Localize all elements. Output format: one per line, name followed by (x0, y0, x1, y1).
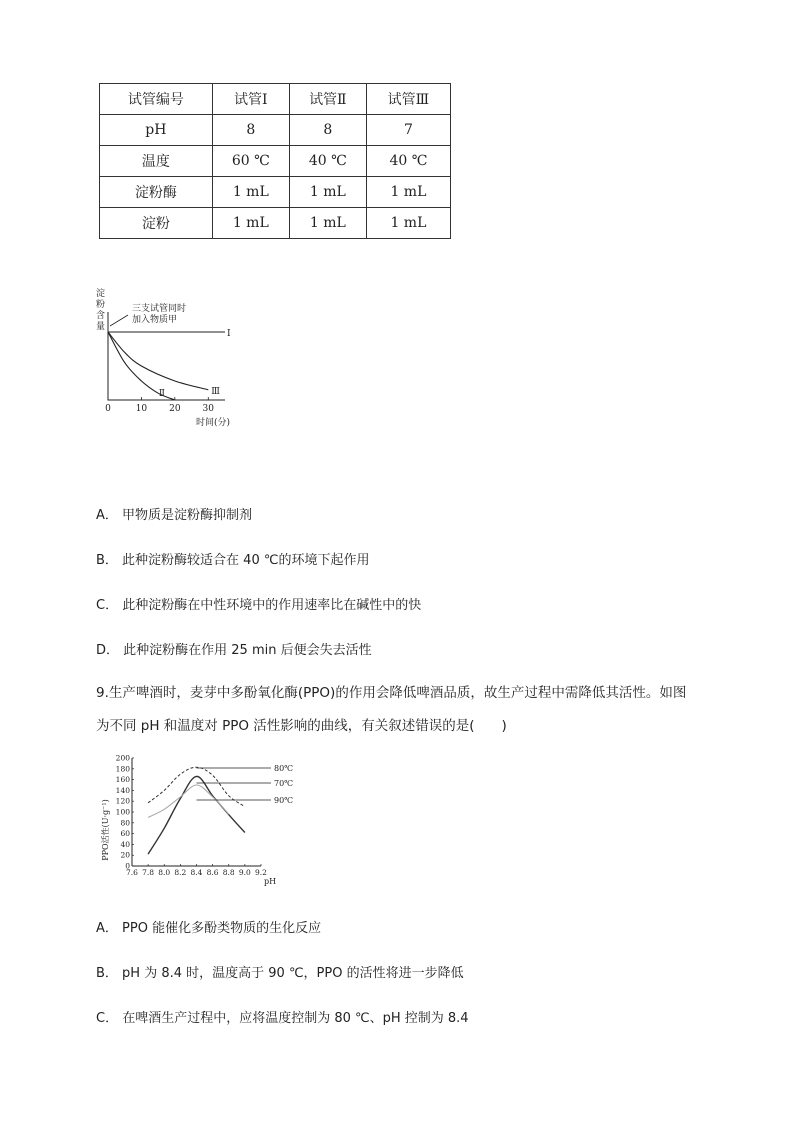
table-cell: 1 mL (289, 208, 366, 239)
chart1-axes (108, 312, 225, 400)
option-c: C． 在啤酒生产过程中，应将温度控制为 80 ℃、pH 控制为 8.4 (96, 1011, 469, 1026)
x-tick-label: 7.8 (142, 868, 155, 877)
question-9-line1: 9.生产啤酒时，麦芽中多酚氧化酶(PPO)的作用会降低啤酒品质，故生产过程中需降低其活性。如图 (96, 685, 687, 701)
option-d: D． 此种淀粉酶在作用 25 min 后便会失去活性 (96, 643, 372, 658)
x-axis-label: pH (264, 877, 277, 886)
table-row-label: 温度 (100, 146, 213, 177)
legend-label: 80℃ (274, 764, 294, 773)
table-cell: 40 ℃ (366, 146, 450, 177)
table-cell: 8 (289, 115, 366, 146)
y-tick-label: 0 (125, 861, 130, 871)
y-axis-label-char: 含 (96, 311, 106, 321)
annotation-text: 三支试管同时 (132, 304, 187, 314)
question-9-line2: 为不同 pH 和温度对 PPO 活性影响的曲线，有关叙述错误的是( ) (96, 718, 507, 734)
series-line (148, 776, 245, 854)
x-tick-label: 8.0 (158, 868, 171, 877)
table-cell: 40 ℃ (289, 146, 366, 177)
option-a: A． PPO 能催化多酚类物质的生化反应 (96, 921, 322, 936)
y-axis-label: PPO活性(U·g⁻¹) (101, 799, 110, 861)
y-tick-label: 40 (120, 839, 130, 849)
legend-label: 70℃ (274, 779, 294, 788)
table-row-label: 淀粉酶 (100, 177, 213, 208)
option-a: A． 甲物质是淀粉酶抑制剂 (96, 508, 253, 523)
y-axis-label-char: 量 (96, 322, 106, 332)
starch-content-chart (90, 284, 250, 434)
x-tick-label: 8.6 (206, 868, 219, 877)
x-tick-label: 7.6 (126, 868, 138, 877)
table-cell: 1 mL (212, 177, 289, 208)
table-cell: 1 mL (366, 177, 450, 208)
y-tick-label: 180 (115, 764, 130, 774)
table-header-cell: 试管Ⅱ (289, 84, 366, 115)
option-b: B． pH 为 8.4 时，温度高于 90 ℃，PPO 的活性将进一步降低 (96, 966, 464, 981)
table-header-cell: 试管Ⅲ (366, 84, 450, 115)
table-row-label: 淀粉 (100, 208, 213, 239)
y-axis-label-char: 粉 (96, 300, 106, 310)
y-axis-label-char: 淀 (96, 289, 106, 299)
y-tick-label: 160 (115, 775, 130, 785)
table-row (100, 208, 451, 239)
table-cell: 8 (212, 115, 289, 146)
x-tick-label: 8.8 (222, 868, 235, 877)
table-header-row (100, 84, 451, 115)
y-tick-label: 120 (115, 796, 130, 806)
y-tick-label: 140 (115, 785, 130, 795)
x-tick-label: 10 (135, 404, 148, 414)
x-tick-label: 8.2 (174, 868, 187, 877)
chart2-plot-area (116, 754, 294, 878)
table-header-cell: 试管Ⅰ (212, 84, 289, 115)
x-axis-label: 时间(分) (196, 418, 231, 428)
x-tick-label: 30 (202, 404, 215, 414)
y-tick-label: 100 (115, 807, 130, 817)
table-cell: 1 mL (289, 177, 366, 208)
annotation-arrow (110, 315, 128, 326)
y-tick-label: 20 (120, 850, 130, 860)
option-b: B． 此种淀粉酶较适合在 40 ℃的环境下起作用 (96, 553, 370, 568)
y-tick-label: 60 (120, 829, 130, 839)
curve-label: Ⅱ (158, 389, 165, 399)
y-tick-label: 200 (115, 753, 130, 763)
table-cell: 1 mL (366, 208, 450, 239)
y-tick-label: 80 (120, 818, 130, 828)
curve-label: Ⅲ (211, 386, 220, 397)
table-cell: 60 ℃ (212, 146, 289, 177)
ppo-activity-chart (96, 748, 306, 894)
x-tick-label: 0 (105, 404, 111, 414)
x-tick-label: 8.4 (190, 868, 203, 877)
x-tick-label: 20 (169, 404, 181, 414)
table-cell: 1 mL (212, 208, 289, 239)
curve-label: Ⅰ (227, 329, 231, 339)
chart1-plot-area (105, 312, 231, 414)
table-cell: 7 (366, 115, 450, 146)
experiment-table (99, 83, 451, 239)
table-row (100, 177, 451, 208)
table-row-label: pH (100, 115, 213, 146)
x-tick-label: 9.0 (238, 868, 251, 877)
legend-label: 90℃ (274, 796, 294, 805)
series-line (148, 785, 229, 817)
table-row (100, 146, 451, 177)
table-row (100, 115, 451, 146)
x-tick-label: 9.2 (255, 868, 267, 877)
series-line (148, 767, 245, 806)
table-header-cell: 试管编号 (100, 84, 213, 115)
annotation-text: 加入物质甲 (132, 315, 178, 325)
option-c: C． 此种淀粉酶在中性环境中的作用速率比在碱性中的快 (96, 598, 422, 613)
